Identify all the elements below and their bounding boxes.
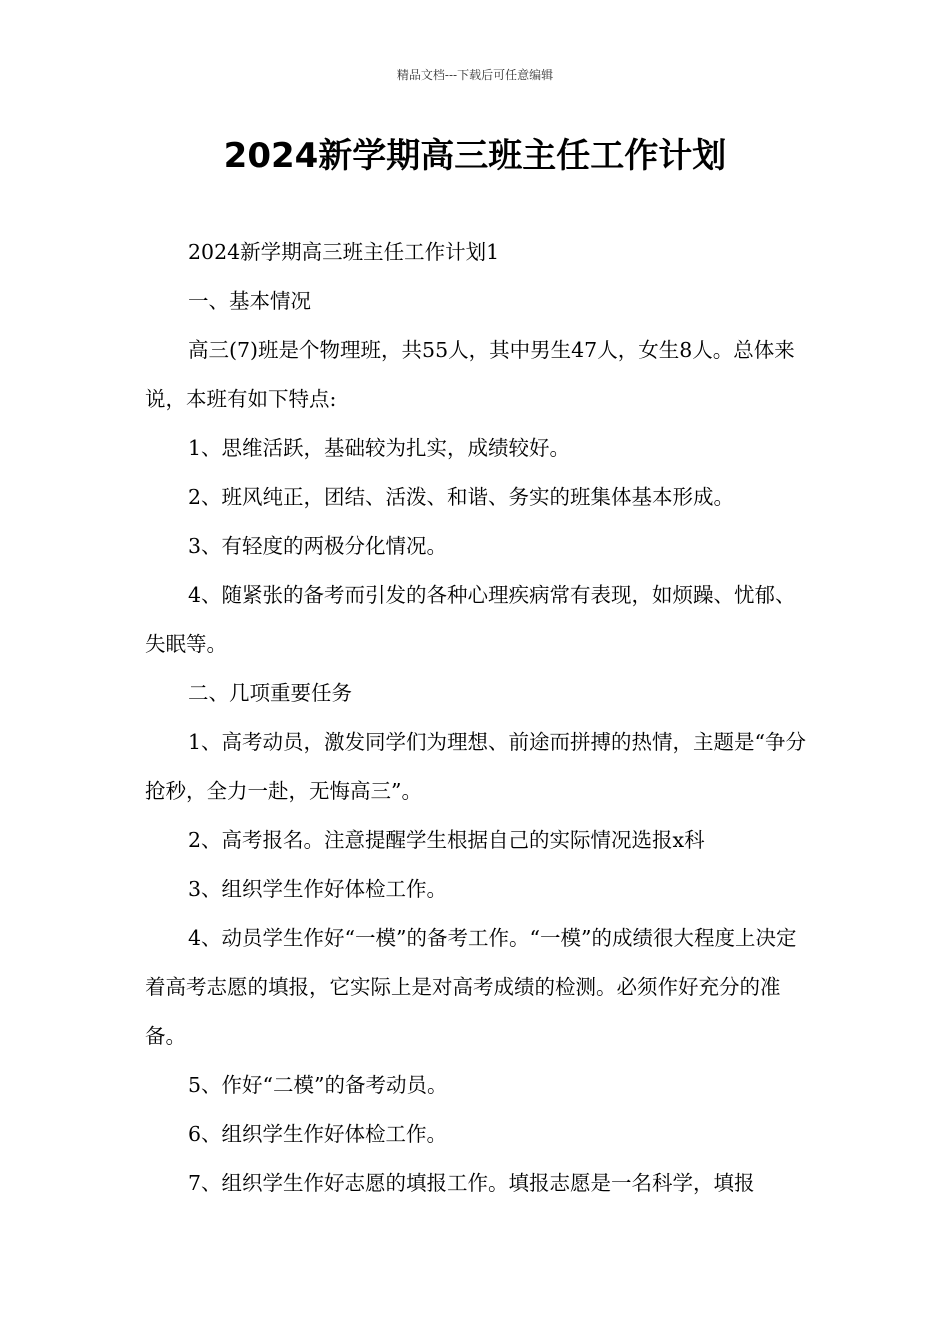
document-header-note: 精品文档---下载后可任意编辑: [396, 68, 554, 82]
list-item: 1、高考动员，激发同学们为理想、前途而拼搏的热情，主题是“争分抢秒，全力一赴，无悔高三”。: [145, 730, 807, 803]
list-item: 4、动员学生作好“一模”的备考工作。“一模”的成绩很大程度上决定着高考志愿的填报，它实际上是对高考成绩的检测。必须作好充分的准备。: [145, 926, 797, 1048]
section-heading-key-tasks: 二、几项重要任务: [188, 681, 352, 705]
list-item: 3、有轻度的两极分化情况。: [188, 534, 448, 558]
document-title: 2024新学期高三班主任工作计划: [223, 136, 727, 176]
list-item: 5、作好“二模”的备考动员。: [188, 1073, 448, 1097]
list-item: 2、高考报名。注意提醒学生根据自己的实际情况选报x科: [188, 828, 705, 852]
list-item: 4、随紧张的备考而引发的各种心理疾病常有表现，如烦躁、忧郁、失眠等。: [145, 583, 796, 656]
paragraph-class-overview: 高三(7)班是个物理班，共55人，其中男生47人，女生8人。总体来说，本班有如下特点:: [145, 338, 795, 411]
paragraph-subtitle: 2024新学期高三班主任工作计划1: [188, 240, 500, 264]
list-item: 3、组织学生作好体检工作。: [188, 877, 448, 901]
list-item: 7、组织学生作好志愿的填报工作。填报志愿是一名科学，填报: [188, 1171, 755, 1195]
list-item: 6、组织学生作好体检工作。: [188, 1122, 448, 1146]
list-item: 1、思维活跃，基础较为扎实，成绩较好。: [188, 436, 571, 460]
document-body: [145, 228, 807, 1208]
section-heading-basic-situation: 一、基本情况: [188, 289, 311, 313]
list-item: 2、班风纯正，团结、活泼、和谐、务实的班集体基本形成。: [188, 485, 735, 509]
